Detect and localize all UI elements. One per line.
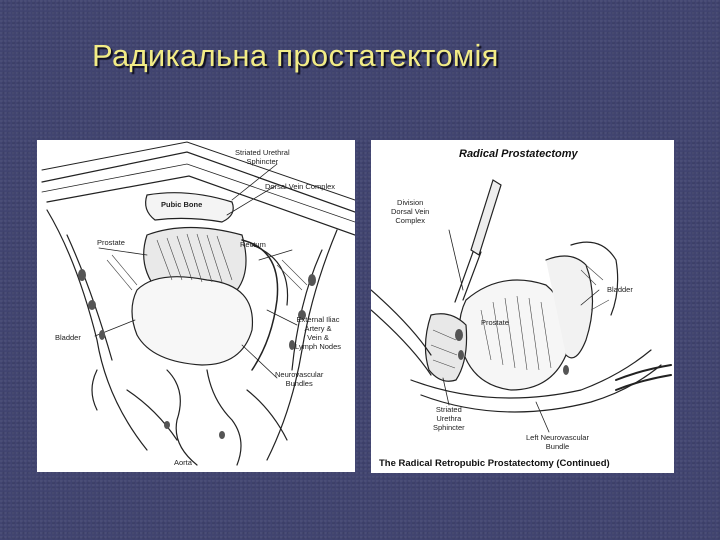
label-aorta: Aorta	[174, 458, 192, 467]
label-striated-urethral-sphincter: Striated Urethral Sphincter	[235, 148, 290, 166]
right-surgery-drawing	[371, 140, 674, 473]
label-bladder-right: Bladder	[607, 285, 633, 294]
label-dorsal-vein-complex: Dorsal Vein Complex	[265, 182, 336, 191]
label-prostate-right: Prostate	[481, 318, 509, 327]
label-rectum: Rectum	[240, 240, 266, 249]
label-external-iliac: External Iliac Artery & Vein & Lymph Nodes	[295, 315, 341, 351]
slide-title: Радикальна простатектомія	[92, 38, 499, 73]
label-prostate: Prostate	[97, 238, 125, 247]
label-division-dorsal-vein-complex: Division Dorsal Vein Complex	[391, 198, 430, 225]
label-neurovascular-bundles: Neurovascular Bundles	[275, 370, 324, 388]
left-anatomy-figure	[37, 140, 355, 472]
right-figure-title: Radical Prostatectomy	[459, 148, 578, 160]
right-surgery-figure	[371, 140, 674, 473]
label-pubic-bone: Pubic Bone	[161, 200, 203, 209]
right-figure-caption: The Radical Retropubic Prostatectomy (Continued)	[379, 458, 610, 469]
label-striated-urethra-sphincter: Striated Urethra Sphincter	[433, 405, 465, 432]
label-bladder: Bladder	[55, 333, 81, 342]
label-left-neurovascular-bundle: Left Neurovascular Bundle	[526, 433, 589, 451]
